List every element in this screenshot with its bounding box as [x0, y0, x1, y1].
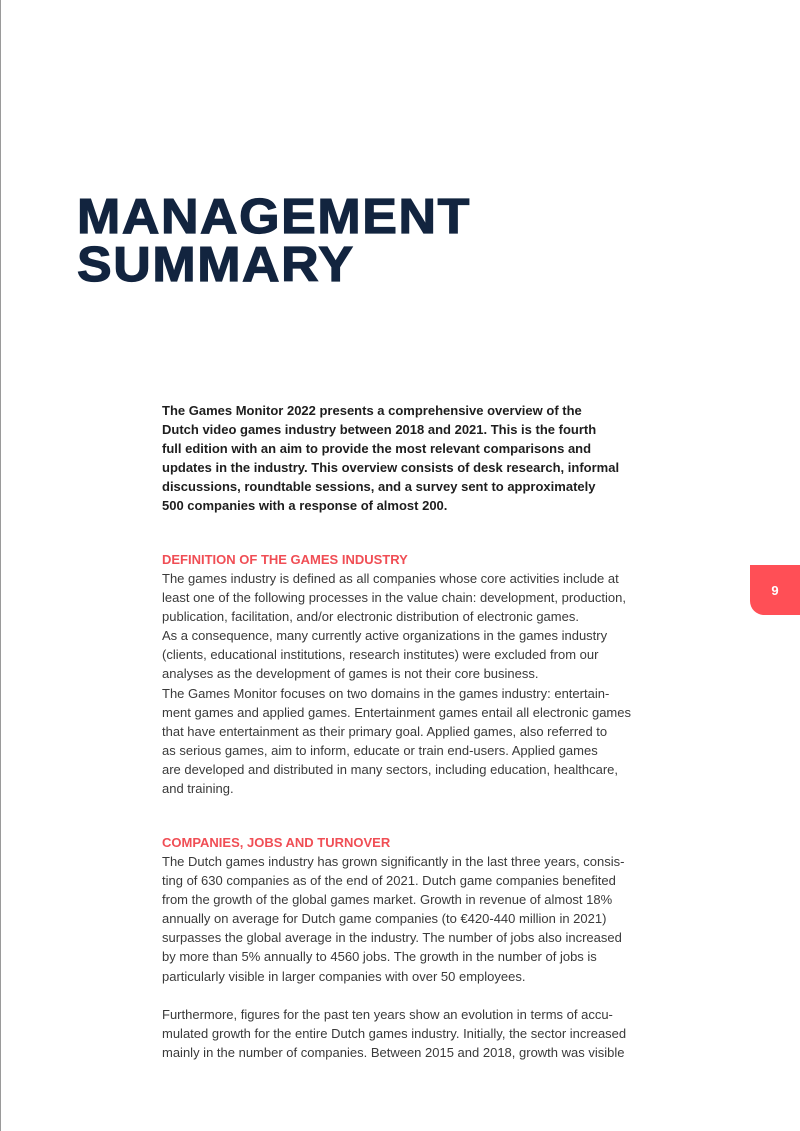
text-line: Dutch video games industry between 2018 and 2021. This is the fourth — [162, 422, 597, 438]
text-line: are developed and distributed in many sectors, including education, healthcare, — [162, 761, 619, 777]
page-title — [77, 190, 471, 292]
section-body — [162, 569, 662, 798]
text-line: (clients, educational institutions, research institutes) were excluded from our — [162, 647, 599, 663]
text-line: that have entertainment as their primary goal. Applied games, also referred to — [162, 723, 608, 739]
title-line-2: SUMMARY — [77, 238, 355, 292]
text-line: particularly visible in larger companies with over 50 employees. — [162, 968, 526, 984]
section-heading: COMPANIES, JOBS AND TURNOVER — [162, 835, 391, 850]
text-line: mainly in the number of companies. Between 2015 and 2018, growth was visible — [162, 1044, 625, 1060]
text-line: updates in the industry. This overview consists of desk research, informal — [162, 460, 620, 476]
text-line: Furthermore, figures for the past ten years show an evolution in terms of accu- — [162, 1006, 613, 1022]
text-line: as serious games, aim to inform, educate or train end-users. Applied games — [162, 742, 598, 758]
text-line: The Games Monitor focuses on two domains in the games industry: entertain- — [162, 685, 610, 701]
text-line: by more than 5% annually to 4560 jobs. The growth in the number of jobs is — [162, 949, 597, 965]
text-line: The Games Monitor 2022 presents a comprehensive overview of the — [162, 403, 582, 418]
page-number-tab — [750, 565, 800, 615]
text-line: analyses as the development of games is not their core business. — [162, 666, 539, 682]
text-line: ment games and applied games. Entertainment games entail all electronic games — [162, 704, 631, 720]
section-body — [162, 852, 662, 986]
text-line: surpasses the global average in the industry. The number of jobs also increased — [162, 930, 622, 946]
section-companies — [162, 833, 662, 1062]
text-line: discussions, roundtable sessions, and a survey sent to approximately — [162, 479, 596, 495]
text-line: annually on average for Dutch game companies (to €420-440 million in 2021) — [162, 911, 607, 927]
title-line-1: MANAGEMENT — [77, 190, 471, 244]
text-line: The games industry is defined as all companies whose core activities include at — [162, 571, 619, 586]
text-line: The Dutch games industry has grown significantly in the last three years, consis- — [162, 854, 625, 869]
page-number: 9 — [771, 582, 779, 598]
text-line: As a consequence, many currently active organizations in the games industry — [162, 628, 608, 644]
text-line: mulated growth for the entire Dutch games industry. Initially, the sector increased — [162, 1025, 627, 1041]
section-definition — [162, 550, 662, 798]
text-line: full edition with an aim to provide the most relevant comparisons and — [162, 441, 592, 457]
text-line: publication, facilitation, and/or electronic distribution of electronic games. — [162, 609, 579, 625]
intro-paragraph — [162, 401, 662, 516]
section-heading: DEFINITION OF THE GAMES INDUSTRY — [162, 552, 408, 567]
section-body-continued — [162, 1005, 662, 1062]
text-line: ting of 630 companies as of the end of 2021. Dutch game companies benefited — [162, 873, 616, 889]
text-line: and training. — [162, 781, 234, 797]
text-line: from the growth of the global games market. Growth in revenue of almost 18% — [162, 892, 613, 908]
page-edge — [0, 0, 1, 1131]
text-line: least one of the following processes in the value chain: development, production, — [162, 590, 626, 606]
text-line: 500 companies with a response of almost 200. — [162, 498, 448, 514]
